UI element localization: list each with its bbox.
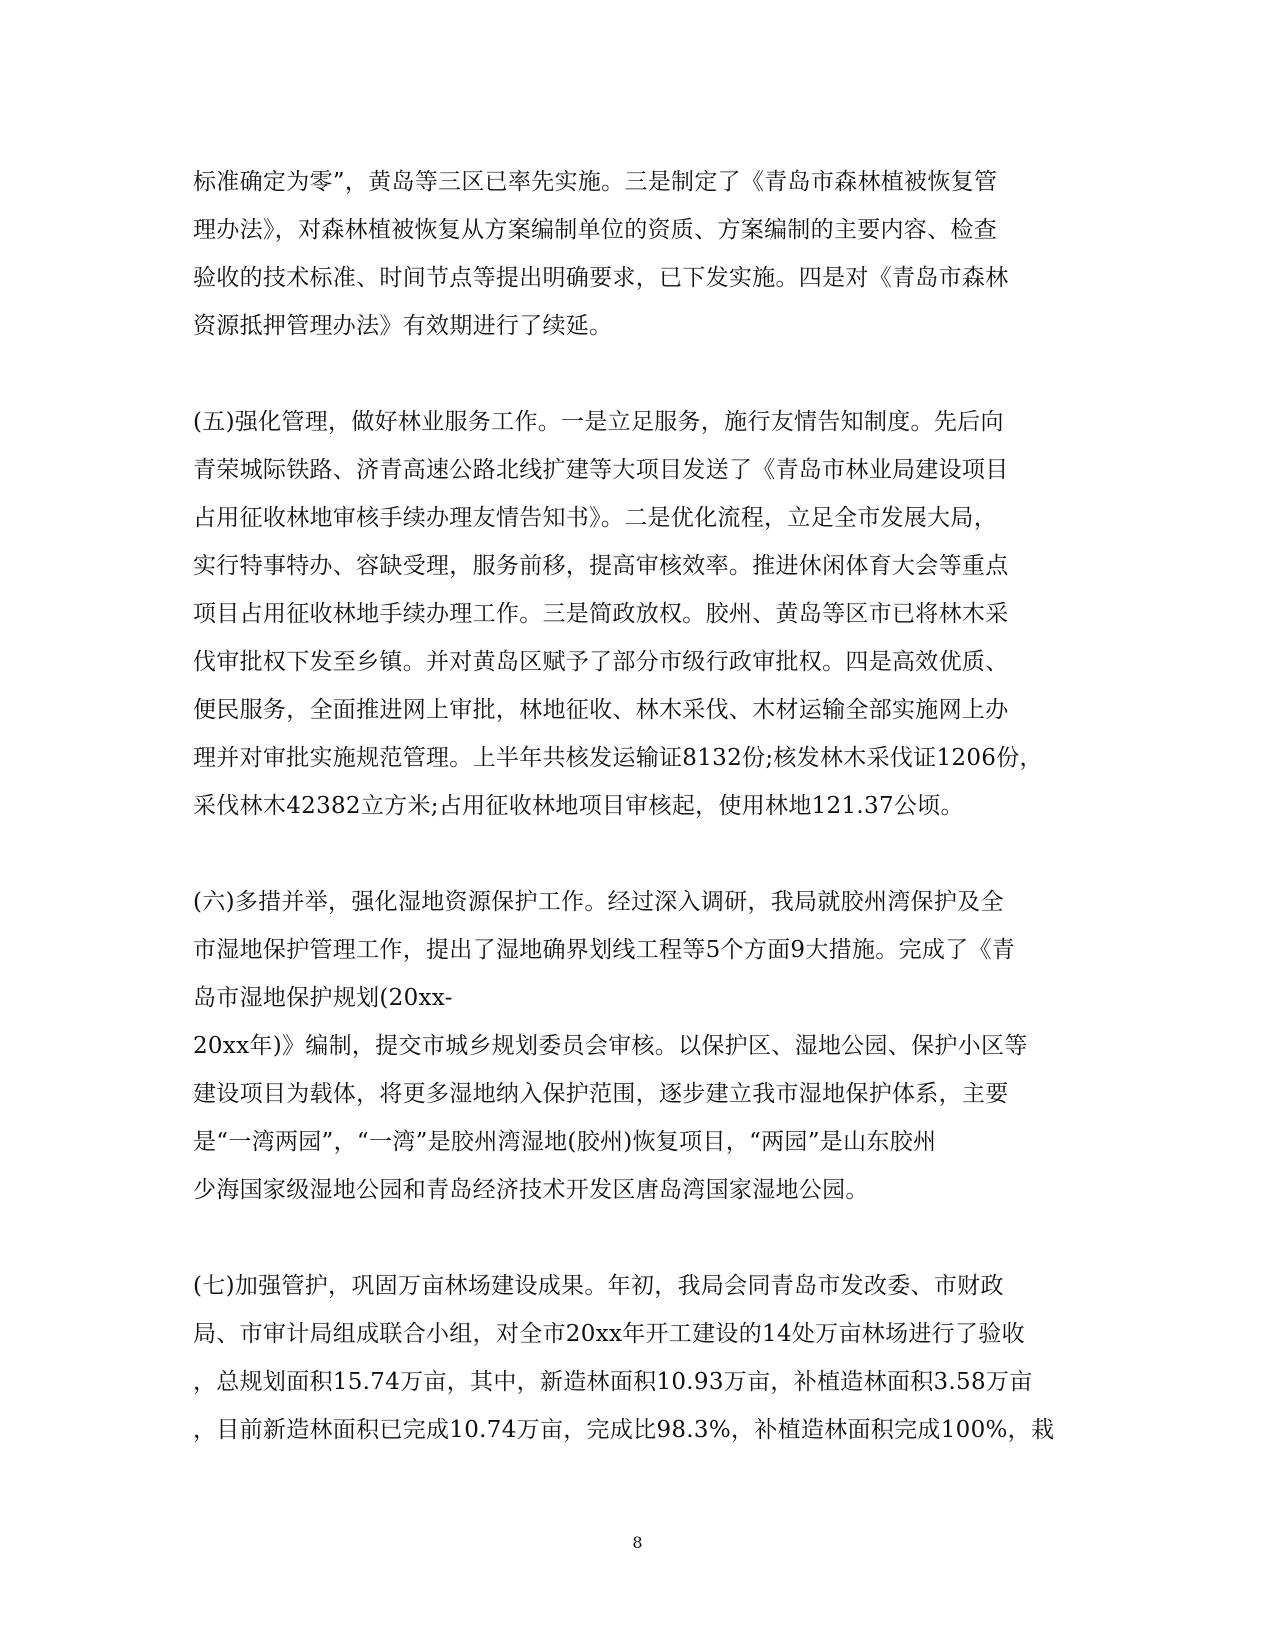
text-line: 伐审批权下发至乡镇。并对黄岛区赋予了部分市级行政审批权。四是高效优质、 (193, 649, 1009, 675)
body-text (193, 158, 1073, 1454)
text-line: 便民服务，全面推进网上审批，林地征收、林木采伐、木材运输全部实施网上办 (193, 697, 1009, 723)
text-line: 市湿地保护管理工作，提出了湿地确界划线工程等5个方面9大措施。完成了《青 (193, 937, 1016, 963)
text-line: ，目前新造林面积已完成10.74万亩，完成比98.3%，补植造林面积完成100%，栽 (193, 1417, 1055, 1443)
page-number: 8 (632, 1533, 643, 1552)
text-line: 青荣城际铁路、济青高速公路北线扩建等大项目发送了《青岛市林业局建设项目 (193, 457, 1009, 483)
text-line: 是“一湾两园”，“一湾”是胶州湾湿地(胶州)恢复项目，“两园”是山东胶州 (193, 1129, 937, 1155)
text-line: 占用征收林地审核手续办理友情告知书》。二是优化流程，立足全市发展大局， (193, 505, 997, 531)
text-line: (七)加强管护，巩固万亩林场建设成果。年初，我局会同青岛市发改委、市财政 (193, 1273, 1004, 1299)
text-line: ，总规划面积15.74万亩，其中，新造林面积10.93万亩，补植造林面积3.58万亩 (193, 1369, 1033, 1395)
text-line: 实行特事特办、容缺受理，服务前移，提高审核效率。推进休闲体育大会等重点 (193, 553, 1009, 579)
text-line: 资源抵押管理办法》有效期进行了续延。 (193, 313, 613, 339)
text-line: 理办法》，对森林植被恢复从方案编制单位的资质、方案编制的主要内容、检查 (193, 217, 997, 243)
text-line: 少海国家级湿地公园和青岛经济技术开发区唐岛湾国家湿地公园。 (193, 1177, 869, 1203)
text-line: 建设项目为载体，将更多湿地纳入保护范围，逐步建立我市湿地保护体系，主要 (193, 1081, 1009, 1107)
text-line: 项目占用征收林地手续办理工作。三是简政放权。胶州、黄岛等区市已将林木采 (193, 601, 1009, 627)
paragraph (193, 398, 1073, 830)
text-line: 岛市湿地保护规划(20xx- (193, 985, 453, 1011)
text-line: (六)多措并举，强化湿地资源保护工作。经过深入调研，我局就胶州湾保护及全 (193, 889, 1004, 915)
text-line: 采伐林木42382立方米;占用征收林地项目审核起，使用林地121.37公顷。 (193, 793, 964, 819)
text-line: 理并对审批实施规范管理。上半年共核发运输证8132份;核发林木采伐证1206份， (193, 745, 1043, 771)
paragraph (193, 158, 1073, 350)
paragraph-gap (193, 830, 1073, 878)
text-line: 局、市审计局组成联合小组，对全市20xx年开工建设的14处万亩林场进行了验收 (193, 1321, 1025, 1347)
text-line: 验收的技术标准、时间节点等提出明确要求，已下发实施。四是对《青岛市森林 (193, 265, 1009, 291)
paragraph (193, 878, 1073, 1214)
text-line: 20xx年)》编制，提交市城乡规划委员会审核。以保护区、湿地公园、保护小区等 (193, 1033, 1028, 1059)
paragraph-gap (193, 1214, 1073, 1262)
text-line: 标准确定为零”，黄岛等三区已率先实施。三是制定了《青岛市森林植被恢复管 (193, 169, 998, 195)
text-line: (五)强化管理，做好林业服务工作。一是立足服务，施行友情告知制度。先后向 (193, 409, 1004, 435)
paragraph-gap (193, 350, 1073, 398)
paragraph (193, 1262, 1073, 1454)
